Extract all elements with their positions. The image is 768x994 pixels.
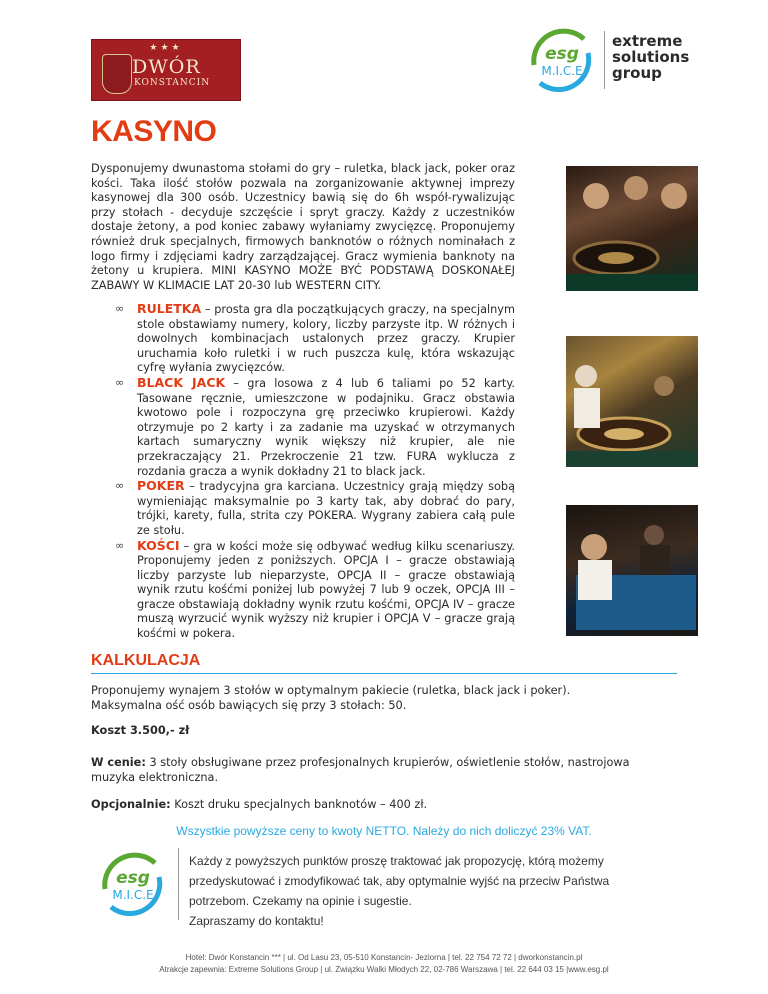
mice-mark: M.I.C.E xyxy=(541,64,583,78)
optional-cost xyxy=(91,798,427,811)
infinity-bullet-icon: ∞ xyxy=(115,375,125,389)
game-description: – gra losowa z 4 lub 6 taliami po 52 karty. Tasowane ręcznie, umieszczone w podajniku. Gracz obstawia kwotowo pole i rozpoczyna grę przeciwko krupierowi. Każdy otrzymuje po 2 karty i za zadanie ma uzyskać w otrzymanych kartach sumaryczny wynik większy niż krupier, ale nie przekraczający 21. Przekroczenie 21 tzw. FURA wyklucza z rozdania gracza a wynik dokładny 21 to black jack. xyxy=(137,376,515,478)
list-item-ruletka xyxy=(115,302,515,376)
game-term: BLACK JACK xyxy=(137,374,226,390)
list-item-black-jack xyxy=(115,376,515,479)
esg-word-1: extreme xyxy=(612,32,683,50)
logo-subtitle: KONSTANCIN xyxy=(134,78,211,88)
esg-mice-icon xyxy=(524,27,602,93)
logo-divider xyxy=(604,31,605,89)
game-term: RULETKA xyxy=(137,301,202,316)
game-term: KOŚCI xyxy=(137,537,180,553)
infinity-bullet-icon: ∞ xyxy=(115,479,125,493)
games-list xyxy=(115,302,515,642)
closing-line: potrzebom. Czekamy na opinie i sugestie. xyxy=(189,894,412,908)
page-title: KASYNO xyxy=(91,115,217,148)
optional-label: Opcjonalnie: xyxy=(91,798,171,811)
optional-text: Koszt druku specjalnych banknotów – 400 zł. xyxy=(170,798,428,811)
esg-word-3: group xyxy=(612,64,662,82)
closing-line: Każdy z powyższych punktów proszę traktować jak propozycję, którą możemy xyxy=(189,854,604,868)
casino-table-scene xyxy=(566,336,698,467)
esg-mice-logo-small xyxy=(88,851,180,917)
included-text: 3 stoły obsługiwane przez profesjonalnych krupierów, oświetlenie stołów, nastrojowa muzyka elektroniczna. xyxy=(91,756,630,784)
esg-wordmark xyxy=(612,33,689,81)
casino-table-photo xyxy=(566,336,698,467)
intro-paragraph: Dysponujemy dwunastoma stołami do gry – ruletka, black jack, poker oraz kości. Taka ilość stołów pozwala na zorganizowanie aktywnej imprezy kasynowej dla 300 osób. Uczestnicy bawią się do 6h współ-rywalizując przy stołach - decyduje szczęście i spryt graczy. Każdy z uczestników dostaje żetony, a pod koniec zabawy wyłaniamy zwycięzcę. Proponujemy również druk specjalnych, firmowych banknotów o różnych nominałach z logo firmy i zdjęciami kadry zarządzającej. Gracz wymienia banknoty na żetony u krupiera. MINI KASYNO MOŻE BYĆ PODSTAWĄ DOSKONAŁEJ ZABAWY W KLIMACIE LAT 20-30 lub WESTERN CITY. xyxy=(91,162,515,292)
infinity-bullet-icon: ∞ xyxy=(115,302,125,315)
footer-attractions-line: Atrakcje zapewnia: Extreme Solutions Group | ul. Związku Walki Młodych 22, 02-786 Warszawa | tel. 22 644 03 15 |www.esg.pl xyxy=(159,965,609,974)
poker-table-photo xyxy=(566,505,698,636)
section-divider xyxy=(91,673,677,674)
price: Koszt 3.500,- zł xyxy=(91,724,190,737)
crest-icon xyxy=(102,54,132,94)
hotel-stars: ★★★ xyxy=(149,43,183,53)
dwor-konstancin-logo xyxy=(91,39,241,101)
closing-line: przedyskutować i zmodyfikować tak, aby optymalnie wyjść na przeciw Państwa xyxy=(189,874,610,888)
game-description: – prosta gra dla początkujących graczy, na specjalnym stole obstawiamy numery, kolory, liczby parzyste itp. W różnych i dowolnych kombinacjach ustalonych przez graczy. Krupier uruchamia koło ruletki i w ruch puszcza kulę, która wskazując cyfrę wyłania zwycięzców. xyxy=(137,303,515,375)
list-item-poker xyxy=(115,479,515,538)
infinity-bullet-icon: ∞ xyxy=(115,538,125,552)
esg-mark: esg xyxy=(116,868,150,888)
mice-mark: M.I.C.E xyxy=(112,888,154,902)
game-description: – gra w kości może się odbywać według kilku scenariuszy. Proponujemy jeden z poniższych. OPCJA I – gracze obstawiają liczby parzyste lub nieparzyste, OPCJA II – gracze obstawiają wynik rzutu kośćmi poniżej lub powyżej 7 lub 9 oczek, OPCJA III – gracze obstawiają dokładny wynik rzutu kośćmi, OPCJA IV – gracze muszą wyrzucić wynik wyższy niż krupier i OPCJA V – gracze grają kośćmi w pokera. xyxy=(137,539,515,641)
included-label: W cenie: xyxy=(91,756,146,769)
logo-name: DWÓR xyxy=(132,56,201,78)
closing-line: Zapraszamy do kontaktu! xyxy=(189,914,324,928)
closing-divider xyxy=(178,848,179,920)
esg-mice-logo xyxy=(524,27,690,93)
vat-note: Wszystkie powyższe ceny to kwoty NETTO. Należy do nich doliczyć 23% VAT. xyxy=(176,824,592,838)
kalkulacja-line-2: Maksymalna ość osób bawiących się przy 3 stołach: 50. xyxy=(91,699,407,712)
poker-table-scene xyxy=(566,505,698,636)
section-title-kalkulacja: KALKULACJA xyxy=(91,652,201,669)
game-description: – tradycyjna gra karciana. Uczestnicy grają między sobą wymieniając maksymalnie po 3 karty tak, aby dobrać do pary, trójki, karety, fulla, strita czy POKERA. Wygrany zabiera całą pule ze stołu. xyxy=(137,480,515,537)
kalkulacja-line-1: Proponujemy wynajem 3 stołów w optymalnym pakiecie (ruletka, black jack i poker). xyxy=(91,684,571,697)
included-in-price xyxy=(91,755,677,785)
kalkulacja-paragraph xyxy=(91,683,677,713)
esg-word-2: solutions xyxy=(612,48,690,66)
footer-hotel-line: Hotel: Dwór Konstancin *** | ul. Od Lasu 23, 05-510 Konstancin- Jeziorna | tel. 22 754 72 72 | dworkonstancin.pl xyxy=(185,953,583,962)
esg-mark: esg xyxy=(545,44,579,64)
list-item-kosci xyxy=(115,539,515,642)
roulette-scene xyxy=(566,166,698,291)
esg-mice-icon xyxy=(88,851,180,917)
roulette-photo xyxy=(566,166,698,291)
closing-text xyxy=(189,851,689,931)
footer xyxy=(0,952,768,976)
game-term: POKER xyxy=(137,478,185,494)
